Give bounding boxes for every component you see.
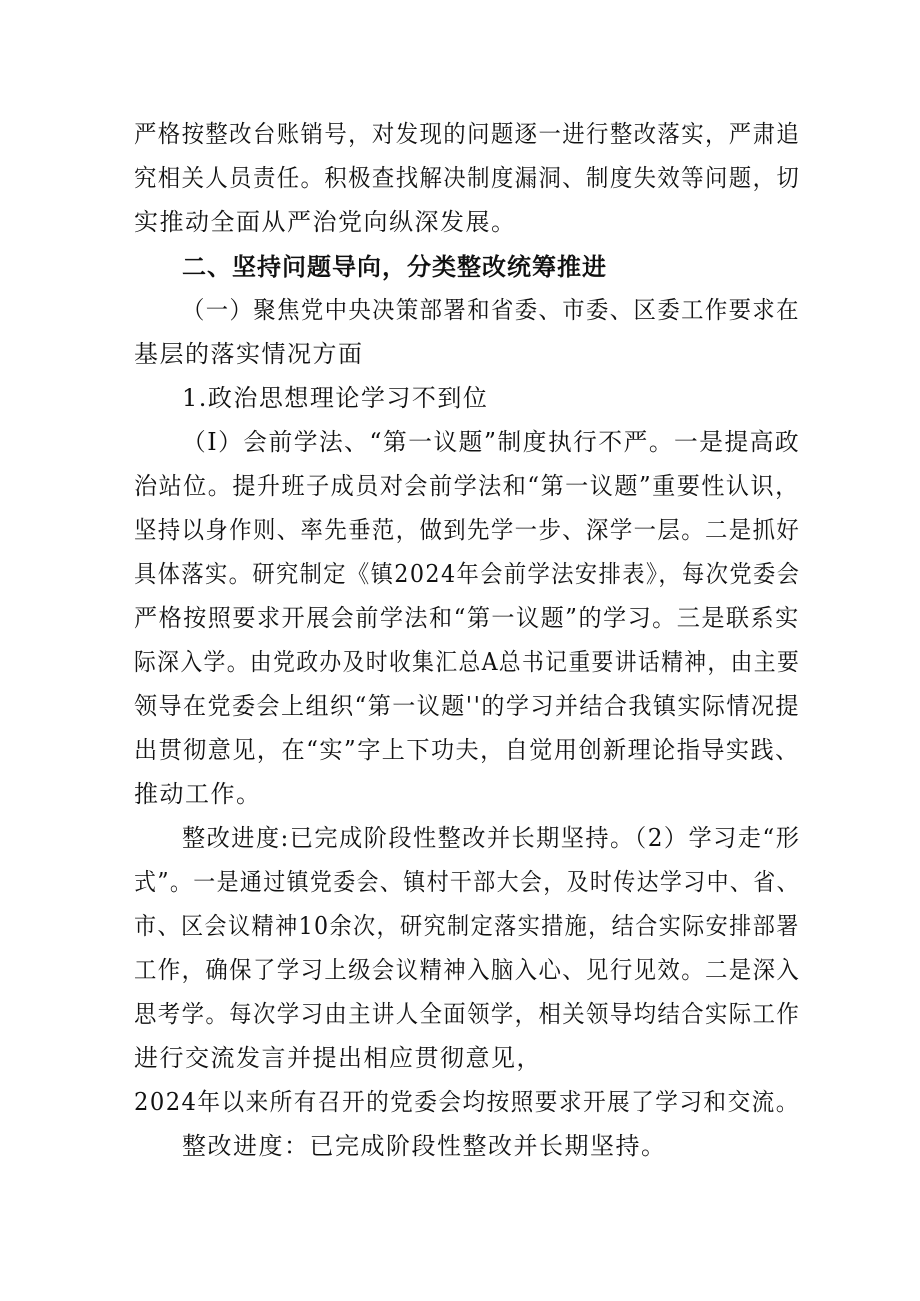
paragraph-3-line-7: 2024年以来所有召开的党委会均按照要求开展了学习和交流。: [134, 1088, 800, 1116]
subsection-line-2: 基层的落实情况方面: [134, 340, 364, 368]
paragraph-1-line-3: 实推动全面从严治党向纵深发展。: [134, 208, 517, 236]
paragraph-3-line-2: 式”。一是通过镇党委会、镇村干部大会，及时传达学习中、省、: [134, 868, 800, 896]
paragraph-2-line-5: 严格按照要求开展会前学法和“第一议题”的学习。三是联系实: [134, 604, 800, 632]
paragraph-2-line-9: 推动工作。: [134, 780, 262, 808]
paragraph-3-line-5: 思考学。每次学习由主讲人全面领学，相关领导均结合实际工作: [134, 1000, 801, 1028]
paragraph-1-line-2: 究相关人员责任。积极查找解决制度漏洞、制度失效等问题，切: [134, 164, 801, 192]
subsection-line-1: （一）聚焦党中央决策部署和省委、市委、区委工作要求在: [182, 296, 800, 324]
section-heading: 二、坚持问题导向，分类整改统筹推进: [182, 253, 607, 281]
paragraph-3-line-6: 进行交流发言并提出相应贯彻意见，: [134, 1044, 542, 1072]
paragraph-2-line-7: 领导在党委会上组织“第一议题''的学习并结合我镇实际情况提: [134, 692, 800, 720]
paragraph-2-line-8: 出贯彻意见，在“实”字上下功夫，自觉用创新理论指导实践、: [134, 736, 800, 764]
paragraph-2-line-6: 际深入学。由党政办及时收集汇总A总书记重要讲话精神，由主要: [134, 648, 801, 676]
paragraph-2-line-2: 治站位。提升班子成员对会前学法和“第一议题”重要性认识，: [134, 472, 800, 500]
paragraph-2-line-1: （I）会前学法、“第一议题”制度执行不严。一是提高政: [182, 428, 801, 456]
paragraph-4: 整改进度：已完成阶段性整改并长期坚持。: [182, 1132, 667, 1160]
paragraph-3-line-3: 市、区会议精神10余次，研究制定落实措施，结合实际安排部署: [134, 912, 800, 940]
paragraph-3-line-1: 整改进度:已完成阶段性整改并长期坚持。（2）学习走“形: [182, 824, 801, 852]
item-heading: 1.政治思想理论学习不到位: [182, 384, 489, 412]
paragraph-2-line-4: 具体落实。研究制定《镇2024年会前学法安排表》，每次党委会: [134, 560, 801, 588]
paragraph-2-line-3: 坚持以身作则、率先垂范，做到先学一步、深学一层。二是抓好: [134, 516, 801, 544]
paragraph-1-line-1: 严格按整改台账销号，对发现的问题逐一进行整改落实，严肃追: [134, 120, 801, 148]
paragraph-3-line-4: 工作，确保了学习上级会议精神入脑入心、见行见效。二是深入: [134, 956, 801, 984]
